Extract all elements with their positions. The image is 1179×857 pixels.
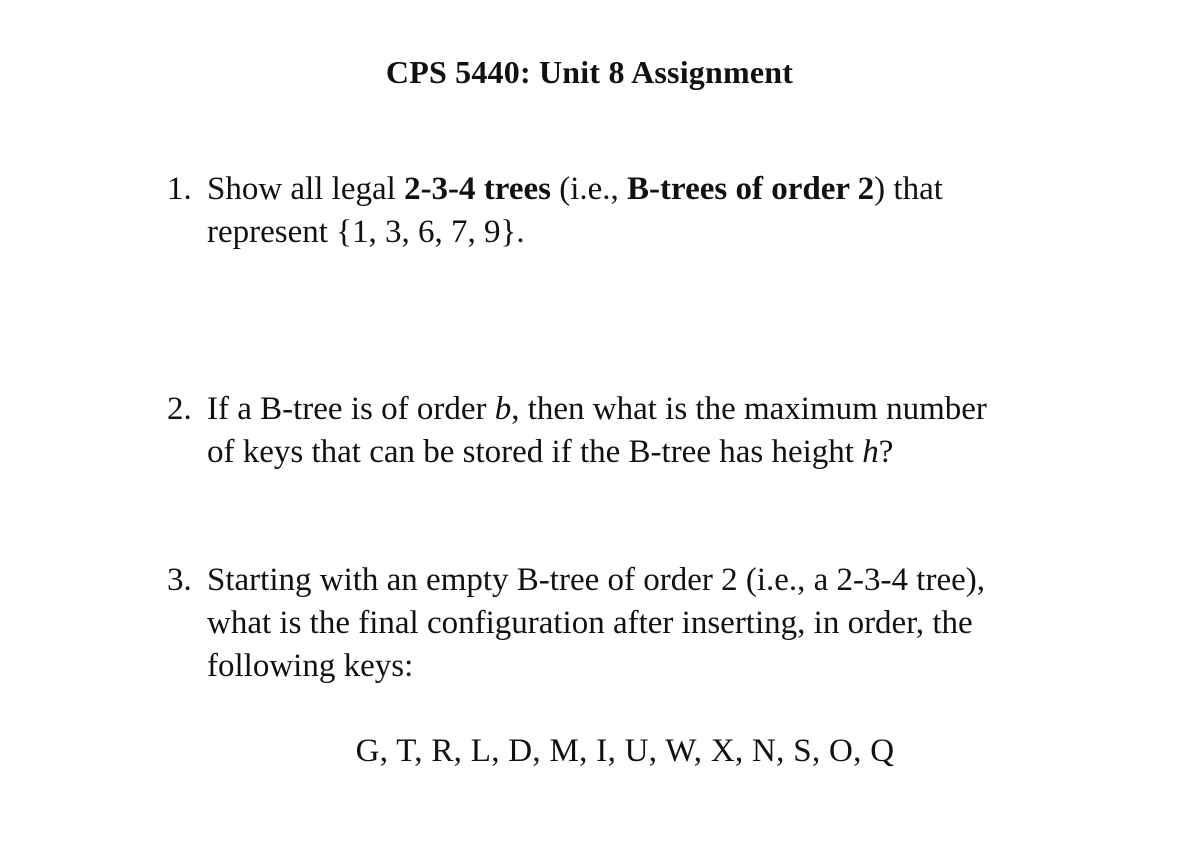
- question-text: of keys that can be stored if the B-tree has height: [207, 434, 863, 470]
- question-2-line-1: [167, 388, 1067, 431]
- bold-term: 2-3-4 trees: [404, 171, 551, 207]
- question-1-line-2: represent {1, 3, 6, 7, 9}.: [207, 214, 525, 250]
- question-2: [167, 388, 1067, 474]
- question-number: 3.: [167, 562, 192, 598]
- question-1-line-1: [167, 168, 1067, 211]
- question-2-line-2: [167, 431, 1067, 474]
- question-number: 2.: [167, 391, 192, 427]
- question-text: (i.e.,: [550, 171, 628, 207]
- question-text: ?: [878, 434, 894, 470]
- question-3-line-2: what is the final configuration after inserting, in order, the: [207, 605, 973, 641]
- italic-variable: b: [494, 391, 512, 427]
- bold-term: B-trees of order 2: [627, 171, 875, 207]
- question-3-line-1: [167, 559, 1067, 602]
- key-sequence: G, T, R, L, D, M, I, U, W, X, N, S, O, Q: [355, 733, 895, 769]
- question-text: Show all legal: [207, 171, 405, 207]
- question-text: If a B-tree is of order: [207, 391, 495, 427]
- question-text: ) that: [874, 171, 943, 207]
- question-text: Starting with an empty B-tree of order 2 (i.e., a 2-3-4 tree),: [207, 562, 985, 598]
- question-text: , then what is the maximum number: [511, 391, 987, 427]
- question-3-line-3: following keys:: [207, 648, 414, 684]
- italic-variable: h: [862, 434, 879, 470]
- question-1: [167, 168, 1067, 254]
- page-title: CPS 5440: Unit 8 Assignment: [385, 54, 794, 90]
- question-3: [167, 559, 1067, 688]
- question-number: 1.: [167, 171, 192, 207]
